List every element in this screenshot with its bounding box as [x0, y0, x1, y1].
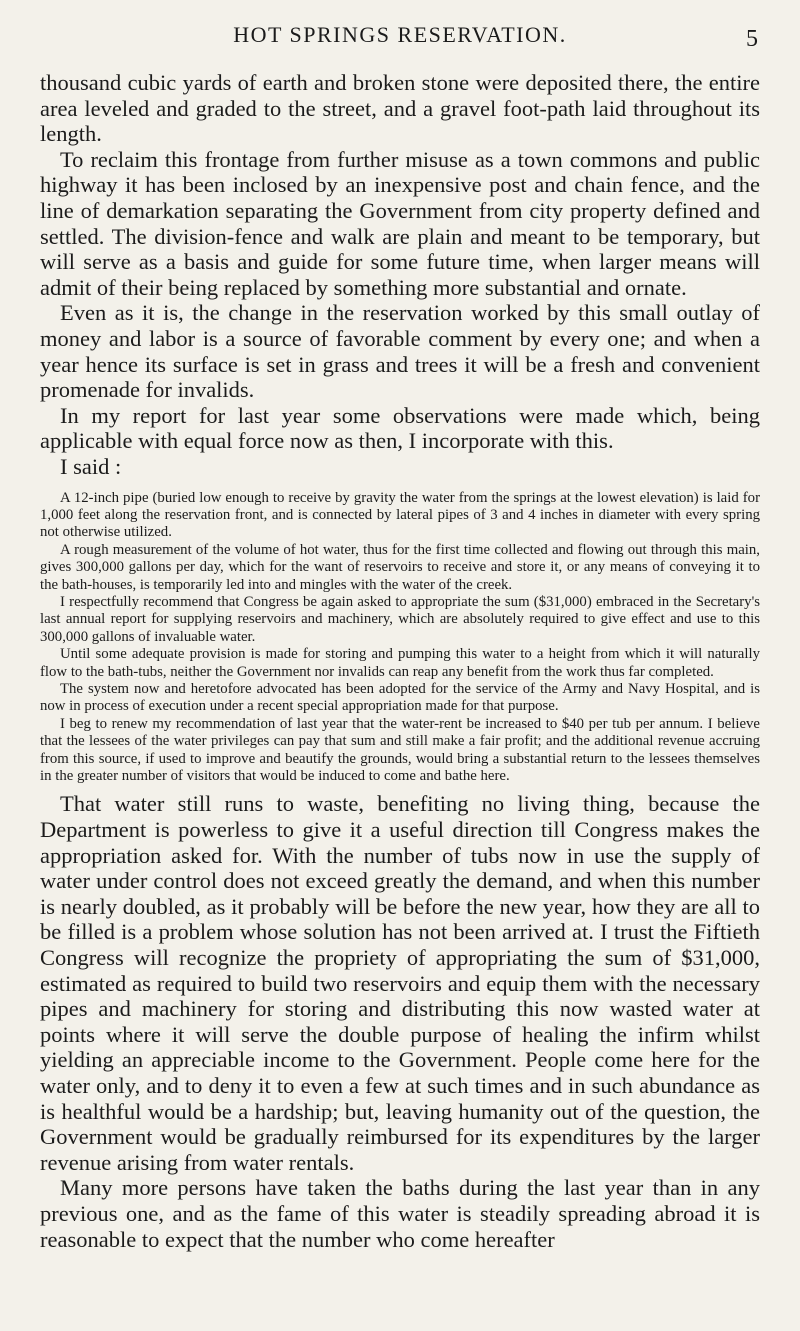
page-number: 5: [746, 26, 758, 52]
page-header: [40, 0, 760, 70]
opening-section: [40, 70, 760, 480]
quoted-paragraph: I respectfully recommend that Congress be again asked to appropriate the sum ($31,000) embraced in the Secretary's last annual report for supplying reservoirs and machinery, which are absolutely required to give effect and use to this 300,000 gallons of invaluable water.: [40, 593, 760, 645]
quoted-paragraph: A rough measurement of the volume of hot water, thus for the first time collected and flowing out through this main, gives 300,000 gallons per day, which for the want of reservoirs to receive and store it, or any means of conveying it to the bath-houses, is temporarily led into and mingles with the water of the creek.: [40, 541, 760, 593]
paragraph: In my report for last year some observations were made which, being applicable with equal force now as then, I incorporate with this.: [40, 402, 760, 454]
quoted-paragraph: The system now and heretofore advocated has been adopted for the service of the Army and Navy Hospital, and is now in process of execution under a recent special appropriation made for that purpose.: [40, 680, 760, 715]
quoted-paragraph: Until some adequate provision is made for storing and pumping this water to a height from which it will naturally flow to the bath-tubs, neither the Government nor invalids can reap any benefit from the work thus far completed.: [40, 646, 760, 680]
paragraph: Many more persons have taken the baths during the last year than in any previous one, and as the fame of this water is steadily spreading abroad it is reasonable to expect that the number who come hereafter: [40, 1175, 760, 1252]
running-head: HOT SPRINGS RESERVATION.: [233, 22, 567, 47]
body-text: [40, 70, 760, 1252]
quoted-report: [40, 490, 760, 786]
quoted-paragraph: A 12-inch pipe (buried low enough to receive by gravity the water from the springs at the lowest elevation) is laid for 1,000 feet along the reservation front, and is connected by lateral pipes of 3 and 4 inches in diameter with every spring not otherwise utilized.: [40, 489, 760, 541]
paragraph: Even as it is, the change in the reservation worked by this small outlay of money and labor is a source of favorable comment by every one; and when a year hence its surface is set in grass and trees it will be a fresh and convenient promenade for invalids.: [40, 300, 760, 403]
paragraph: That water still runs to waste, benefiting no living thing, because the Department is powerless to give it a useful direction till Congress makes the appropriation asked for. With the number of tubs now in use the supply of water under control does not exceed greatly the demand, and when this number is nearly doubled, as it probably will be before the new year, how they are all to be filled is a problem whose solution has not been arrived at. I trust the Fiftieth Congress will recognize the propriety of appropriating the sum of $31,000, estimated as required to build two reservoirs and equip them with the necessary pipes and machinery for storing and distributing this now wasted water at points where it will serve the double purpose of healing the infirm whilst yielding an appreciable income to the Government. People come here for the water only, and to deny it to even a few at such times and in such abundance as is healthful would be a hardship; but, leaving humanity out of the question, the Government would be gradually reimbursed for its expenditures by the larger revenue arising from water rentals.: [40, 791, 760, 1175]
paragraph: To reclaim this frontage from further misuse as a town commons and public highway it has been inclosed by an inexpensive post and chain fence, and the line of demarkation separating the Government from city property defined and settled. The division-fence and walk are plain and meant to be temporary, but will serve as a basis and guide for some future time, when larger means will admit of their being replaced by something more substantial and ornate.: [40, 146, 760, 300]
closing-section: [40, 791, 760, 1252]
quoted-paragraph: I beg to renew my recommendation of last year that the water-rent be increased to $40 per tub per annum. I believe that the lessees of the water privileges can pay that sum and still make a fair profit; and the additional revenue accruing from this source, if used to improve and beautify the grounds, would bring a substantial return to the lessees themselves in the greater number of visitors that would be induced to come and bathe here.: [40, 715, 760, 784]
paragraph: thousand cubic yards of earth and broken stone were deposited there, the entire area leveled and graded to the street, and a gravel foot-path laid throughout its length.: [40, 70, 760, 147]
paragraph: I said :: [60, 453, 122, 479]
